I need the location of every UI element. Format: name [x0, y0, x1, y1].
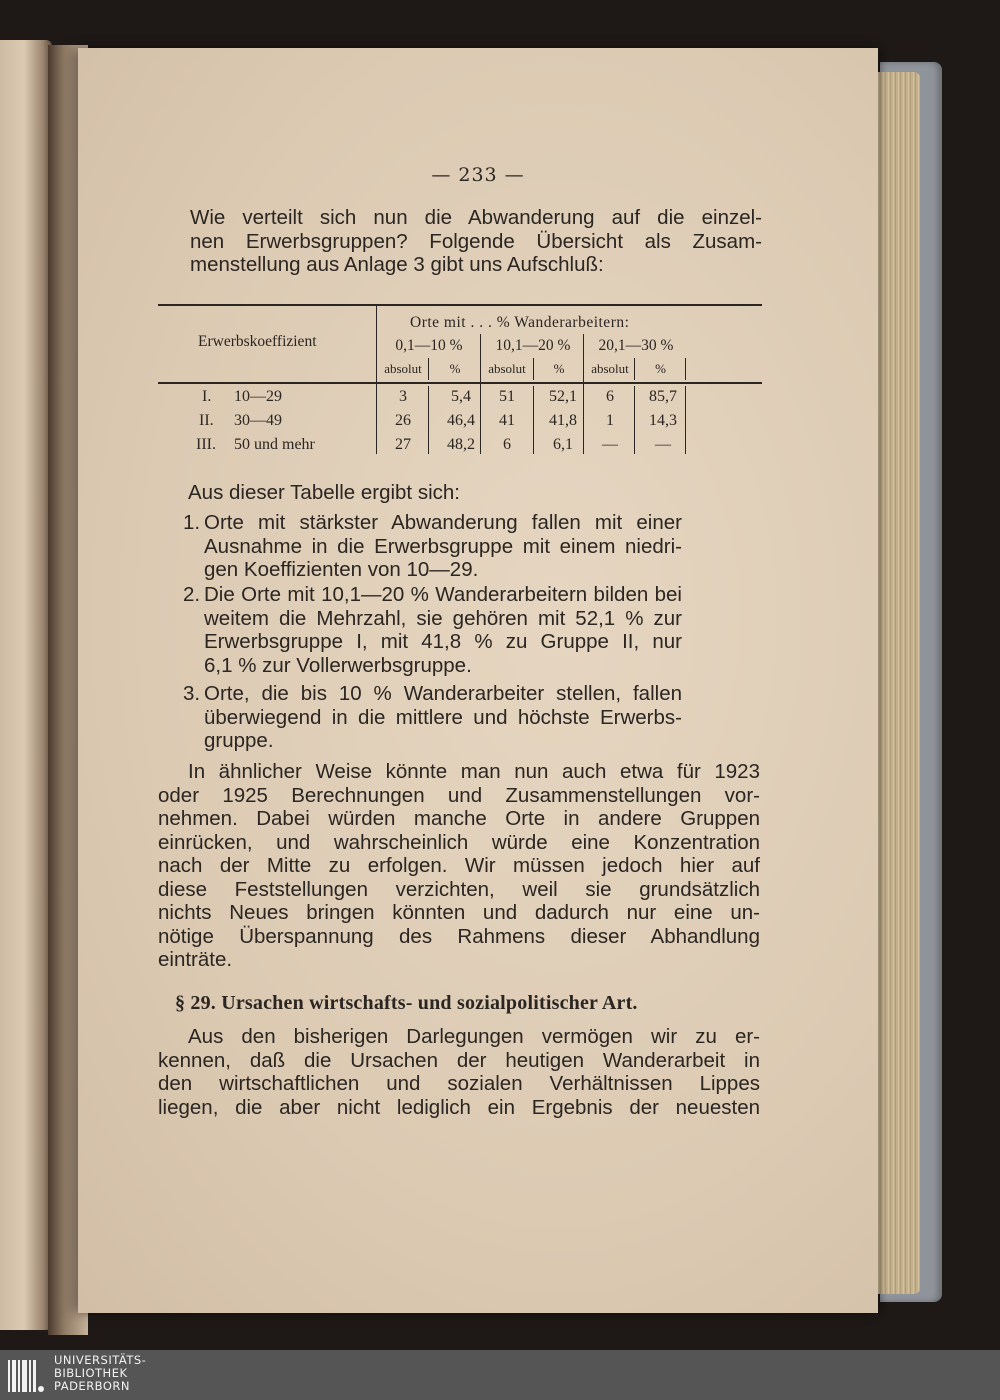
library-footer	[0, 1350, 1000, 1400]
sub-header: %	[553, 361, 565, 376]
text-line: liegen, die aber nicht lediglich ein Ergebnis der neuesten	[158, 1095, 760, 1119]
list-text	[204, 511, 682, 582]
facing-page-edge	[0, 40, 52, 1330]
sub-header: absolut	[488, 361, 526, 376]
sub-header: absolut	[384, 361, 422, 376]
table-divider	[376, 306, 377, 454]
book-page	[78, 48, 878, 1313]
table-cell: 1	[606, 412, 614, 429]
table-cell: 6,1	[553, 436, 573, 453]
text-line: den wirtschaftlichen und sozialen Verhältnissen Lippes	[158, 1072, 760, 1095]
section-heading: § 29. Ursachen wirtschafts- und sozialpolitischer Art.	[175, 992, 638, 1014]
text-line: nötige Überspannung des Rahmens dieser Abhandlung	[158, 924, 760, 948]
row-roman: I.	[202, 388, 212, 405]
body-paragraph	[158, 760, 760, 972]
text-line: In ähnlicher Weise könnte man nun auch etwa für 1923	[188, 760, 760, 783]
table-cell: 26	[395, 412, 411, 429]
result-intro: Aus dieser Tabelle ergibt sich:	[188, 481, 460, 504]
table-cell: 14,3	[649, 412, 677, 429]
text-line: kennen, daß die Ursachen der heutigen Wanderarbeit in	[158, 1048, 760, 1072]
text-line: menstellung aus Anlage 3 gibt uns Aufschluß:	[190, 253, 604, 276]
row-range: 10—29	[234, 388, 282, 405]
table-cell: —	[602, 436, 618, 453]
closing-paragraph	[158, 1025, 760, 1119]
library-barcode-logo-icon	[6, 1356, 46, 1396]
text-line: Erwerbsgruppe I, mit 41,8 % zu Gruppe II, nur	[204, 630, 682, 653]
table-cell: 46,4	[447, 412, 475, 429]
table-cell: 6	[606, 388, 614, 405]
table-divider	[428, 358, 429, 380]
text-line: oder 1925 Berechnungen und Zusammenstellungen vor-	[158, 783, 760, 807]
table-divider	[685, 358, 686, 380]
list-text	[204, 583, 682, 677]
sub-header: %	[655, 361, 666, 376]
row-header-label: Erwerbskoeffizient	[198, 333, 317, 350]
list-item	[183, 511, 686, 583]
group-header: Orte mit . . . % Wanderarbeitern:	[410, 314, 630, 331]
text-line: nehmen. Dabei würden manche Orte in andere Gruppen	[158, 807, 760, 830]
list-item	[183, 682, 686, 754]
text-line: Wie verteilt sich nun die Abwanderung auf die einzel-	[190, 206, 762, 229]
text-line: gruppe.	[204, 729, 274, 752]
table-rule-header	[158, 382, 762, 384]
table-cell: 85,7	[649, 388, 677, 405]
text-line: 6,1 % zur Vollerwerbsgruppe.	[204, 653, 472, 677]
band-header: 20,1—30 %	[598, 337, 674, 354]
list-text	[204, 682, 682, 753]
table-cell: 3	[399, 388, 407, 405]
sub-header: absolut	[591, 361, 629, 376]
text-line: Orte mit stärkster Abwanderung fallen mit einer	[204, 511, 682, 534]
table-rule-top	[158, 304, 762, 306]
library-line: BIBLIOTHEK	[54, 1366, 128, 1380]
text-line: Die Orte mit 10,1—20 % Wanderarbeitern bilden bei	[204, 583, 682, 606]
table-cell: 52,1	[549, 388, 577, 405]
intro-paragraph	[158, 206, 762, 277]
table-cell: 41,8	[549, 412, 577, 429]
table-cell: —	[655, 436, 671, 453]
table-divider	[533, 358, 534, 380]
library-name	[54, 1354, 146, 1393]
row-range: 50 und mehr	[234, 436, 315, 453]
text-line: überwiegend in die mittlere und höchste Erwerbs-	[204, 705, 682, 729]
text-line: weitem die Mehrzahl, sie gehören mit 52,1 % zur	[204, 606, 682, 630]
sub-header: %	[449, 361, 461, 376]
row-roman: II.	[199, 412, 214, 429]
text-line: nach der Mitte zu erfolgen. Wir müssen jedoch hier auf	[158, 854, 760, 877]
list-number: 3.	[183, 682, 201, 705]
text-line: gen Koeffizienten von 10—29.	[204, 558, 479, 581]
data-table	[158, 304, 764, 504]
table-cell: 51	[499, 388, 515, 405]
text-line: Ausnahme in die Erwerbsgruppe mit einem niedri-	[204, 534, 682, 558]
library-line: UNIVERSITÄTS-	[54, 1353, 147, 1367]
band-header: 0,1—10 %	[395, 337, 463, 354]
text-line: einträte.	[158, 948, 233, 971]
text-line: nichts Neues bringen könnten und dadurch nur eine un-	[158, 901, 760, 924]
table-cell: 41	[499, 412, 515, 429]
table-cell: 5,4	[451, 388, 471, 405]
text-line: diese Feststellungen verzichten, weil sie grundsätzlich	[158, 877, 760, 901]
library-line: PADERBORN	[54, 1379, 131, 1393]
table-cell: 27	[395, 436, 411, 453]
page-number: — 233 —	[431, 164, 525, 186]
row-roman: III.	[196, 436, 216, 453]
table-cell: 48,2	[447, 436, 475, 453]
list-number: 1.	[183, 511, 201, 534]
text-line: nen Erwerbsgruppen? Folgende Übersicht als Zusam-	[190, 229, 762, 253]
table-divider	[428, 386, 429, 454]
list-item	[183, 583, 686, 679]
text-line: einrücken, und wahrscheinlich würde eine Konzentration	[158, 830, 760, 854]
text-line: Orte, die bis 10 % Wanderarbeiter stellen, fallen	[204, 682, 682, 705]
list-number: 2.	[183, 583, 201, 606]
table-divider	[533, 386, 534, 454]
text-line: Aus den bisherigen Darlegungen vermögen wir zu er-	[188, 1025, 760, 1048]
band-header: 10,1—20 %	[495, 337, 571, 354]
row-range: 30—49	[234, 412, 282, 429]
table-cell: 6	[503, 436, 511, 453]
